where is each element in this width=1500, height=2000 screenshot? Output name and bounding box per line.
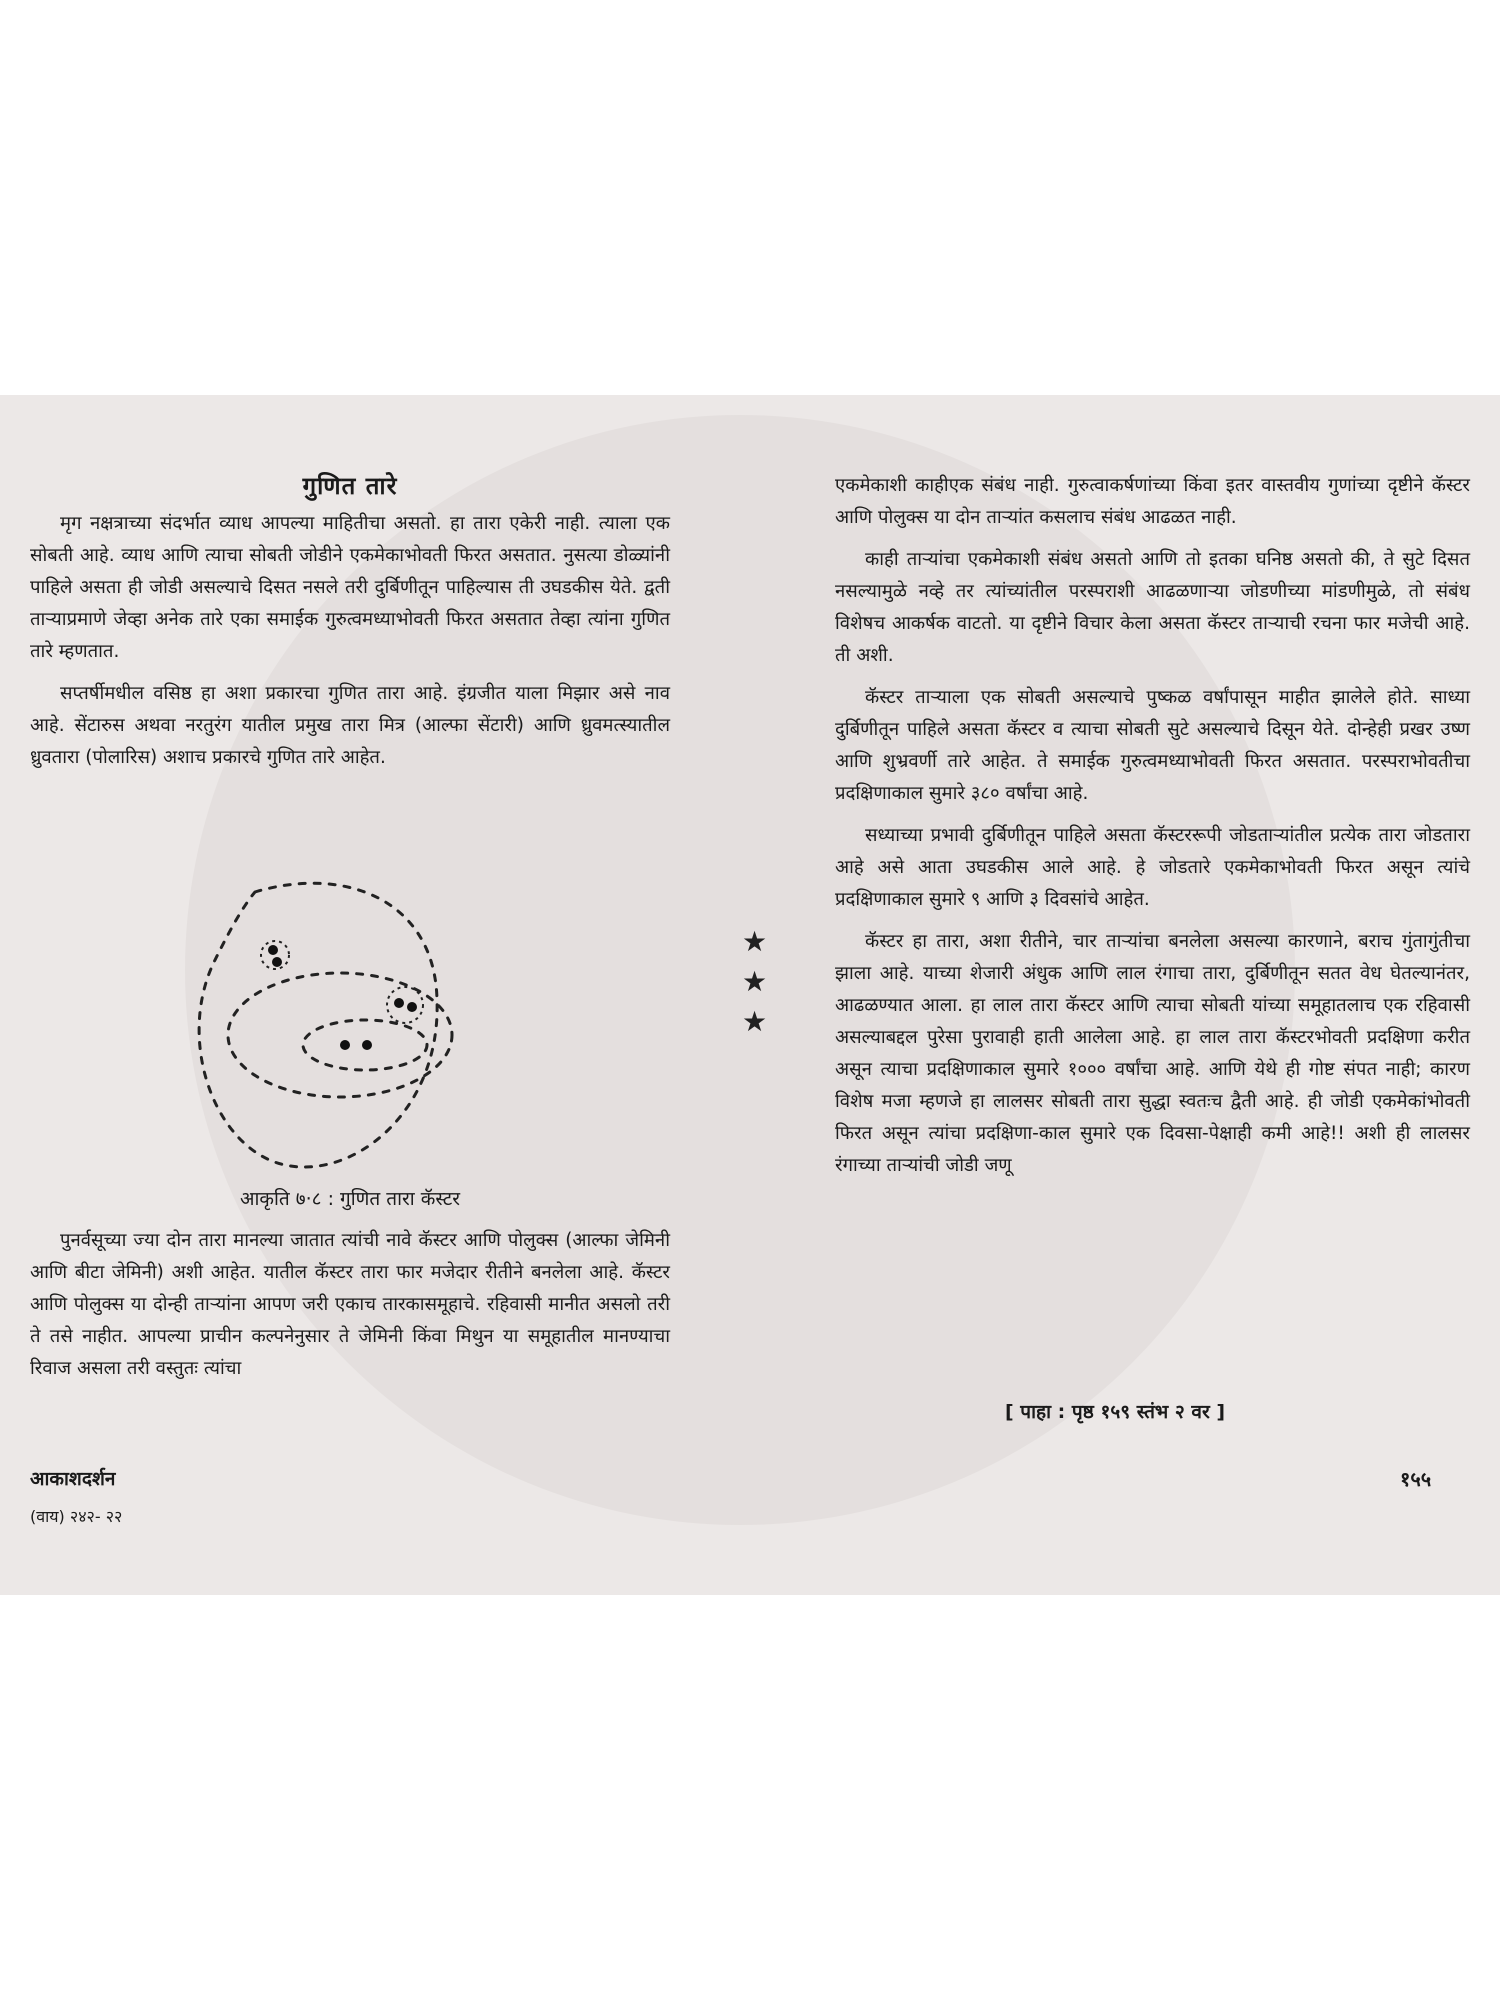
star-icon: ★ <box>742 965 768 998</box>
right-paragraph-4: सध्याच्या प्रभावी दुर्बिणीतून पाहिले असता कॅस्टररूपी जोडताऱ्यांतील प्रत्येक तारा जोडतारा आहे असे आता उघडकीस आले आहे. हे जोडतारे एकमेकाभोवती फिरत असून त्यांचे प्रदक्षिणाकाल सुमारे ९ आणि ३ दिवसांचे आहेत. <box>835 825 1470 910</box>
outer-orbit <box>199 883 437 1167</box>
left-paragraph-2: सप्तर्षीमधील वसिष्ठ हा अशा प्रकारचा गुणित तारा आहे. इंग्रजीत याला मिझार असे नाव आहे. सेंटारुस अथवा नरतुरंग यातील प्रमुख तारा मित्र (आल्फा सेंटारी) आणि ध्रुवमत्स्यातील ध्रुवतारा (पोलारिस) अशाच प्रकारचे गुणित तारे आहेत. <box>30 683 670 768</box>
figure-caption: आकृति ७·८ : गुणित तारा कॅस्टर <box>239 1188 461 1210</box>
left-column-lower <box>30 1225 670 1395</box>
star-dot <box>362 1040 372 1050</box>
star-dot <box>340 1040 350 1050</box>
star-icon: ★ <box>742 925 768 958</box>
section-title: गुणित तारे <box>302 472 398 500</box>
book-name: आकाशदर्शन <box>30 1468 116 1490</box>
star-dot <box>272 957 282 967</box>
right-column <box>835 470 1470 1192</box>
left-paragraph-3: पुनर्वसूच्या ज्या दोन तारा मानल्या जातात त्यांची नावे कॅस्टर आणि पोलुक्स (आल्फा जेमिनी आणि बीटा जेमिनी) अशी आहेत. यातील कॅस्टर तारा फार मजेदार रीतीने बनलेला आहे. कॅस्टर आणि पोलुक्स या दोन्ही ताऱ्यांना आपण जरी एकाच तारकासमूहाचे. रहिवासी मानीत असलो तरी ते तसे नाहीत. आपल्या प्राचीन कल्पनेनुसार ते जेमिनी किंवा मिथुन या समूहातील मानण्याचा रिवाज असला तरी वस्तुतः त्यांचा <box>30 1230 670 1379</box>
star-ornament <box>742 922 772 1042</box>
right-paragraph-5: कॅस्टर हा तारा, अशा रीतीने, चार ताऱ्यांचा बनलेला असल्या कारणाने, बराच गुंतागुंतीचा झाला आहे. याच्या शेजारी अंधुक आणि लाल रंगाचा तारा, दुर्बिणीतून सतत वेध घेतल्यानंतर, आढळण्यात आला. हा लाल तारा कॅस्टर आणि त्याचा सोबती यांच्या समूहातलाच एक रहिवासी असल्याबद्दल पुरेसा पुरावाही हाती आलेला आहे. हा लाल तारा कॅस्टरभोवती प्रदक्षिणा करीत असून त्याचा प्रदक्षिणाकाल सुमारे १००० वर्षांचा आहे. आणि येथे ही गोष्ट संपत नाही; कारण विशेष मजा म्हणजे हा लालसर सोबती तारा सुद्धा स्वतःच द्वैती आहे. ही जोडी एकमेकांभोवती फिरत असून त्यांचा प्रदक्षिणा-काल सुमारे एक दिवसा-पेक्षाही कमी आहे!! अशी ही लालसर रंगाच्या ताऱ्यांची जोडी जणू <box>835 931 1470 1176</box>
right-paragraph-2: काही ताऱ्यांचा एकमेकाशी संबंध असतो आणि तो इतका घनिष्ठ असतो की, ते सुटे दिसत नसल्यामुळे नव्हे तर त्यांच्यांतील परस्पराशी आढळणाऱ्या जोडणीच्या मांडणीमुळे, तो संबंध विशेषच आकर्षक वाटतो. या दृष्टीने विचार केला असता कॅस्टर ताऱ्याची रचना फार मजेची आहे. ती अशी. <box>835 549 1470 666</box>
star-dot <box>268 945 278 955</box>
star-dot <box>394 998 404 1008</box>
left-column <box>30 470 670 784</box>
star-dot <box>407 1002 417 1012</box>
companion-orbit-right <box>387 987 423 1023</box>
print-code: (वाय) २४२- २२ <box>30 1507 123 1526</box>
right-paragraph-1: एकमेकाशी काहीएक संबंध नाही. गुरुत्वाकर्षणांच्या किंवा इतर वास्तवीय गुणांच्या दृष्टीने कॅस्टर आणि पोलुक्स या दोन ताऱ्यांत कसलाच संबंध आढळत नाही. <box>835 475 1470 528</box>
castor-orbit-figure <box>195 880 635 1190</box>
star-icon: ★ <box>742 1005 768 1038</box>
left-paragraph-1: मृग नक्षत्राच्या संदर्भात व्याध आपल्या माहितीचा असतो. हा तारा एकेरी नाही. त्याला एक सोबती आहे. व्याध आणि त्याचा सोबती जोडीने एकमेकाभोवती फिरत असतात. नुसत्या डोळ्यांनी पाहिले असता ही जोडी असल्याचे दिसत नसले तरी दुर्बिणीतून पाहिल्यास ती उघडकीस येते. द्वती ताऱ्याप्रमाणे जेव्हा अनेक तारे एका समाईक गुरुत्वमध्याभोवती फिरत असतात तेव्हा त्यांना गुणित तारे म्हणतात. <box>30 513 670 662</box>
right-paragraph-3: कॅस्टर ताऱ्याला एक सोबती असल्याचे पुष्कळ वर्षांपासून माहीत झालेले होते. साध्या दुर्बिणीतून पाहिले असता कॅस्टर व त्याचा सोबती सुटे असल्याचे दिसून येते. दोन्हेही प्रखर उष्ण आणि शुभ्रवर्णी तारे आहेत. ते समाईक गुरुत्वमध्याभोवती फिरत असतात. परस्पराभोवतीचा प्रदक्षिणाकाल सुमारे ३८० वर्षांचा आहे. <box>835 687 1470 804</box>
see-reference: [ पाहा : पृष्ठ १५९ स्तंभ २ वर ] <box>1005 1401 1226 1423</box>
page-number: १५५ <box>1400 1467 1432 1491</box>
